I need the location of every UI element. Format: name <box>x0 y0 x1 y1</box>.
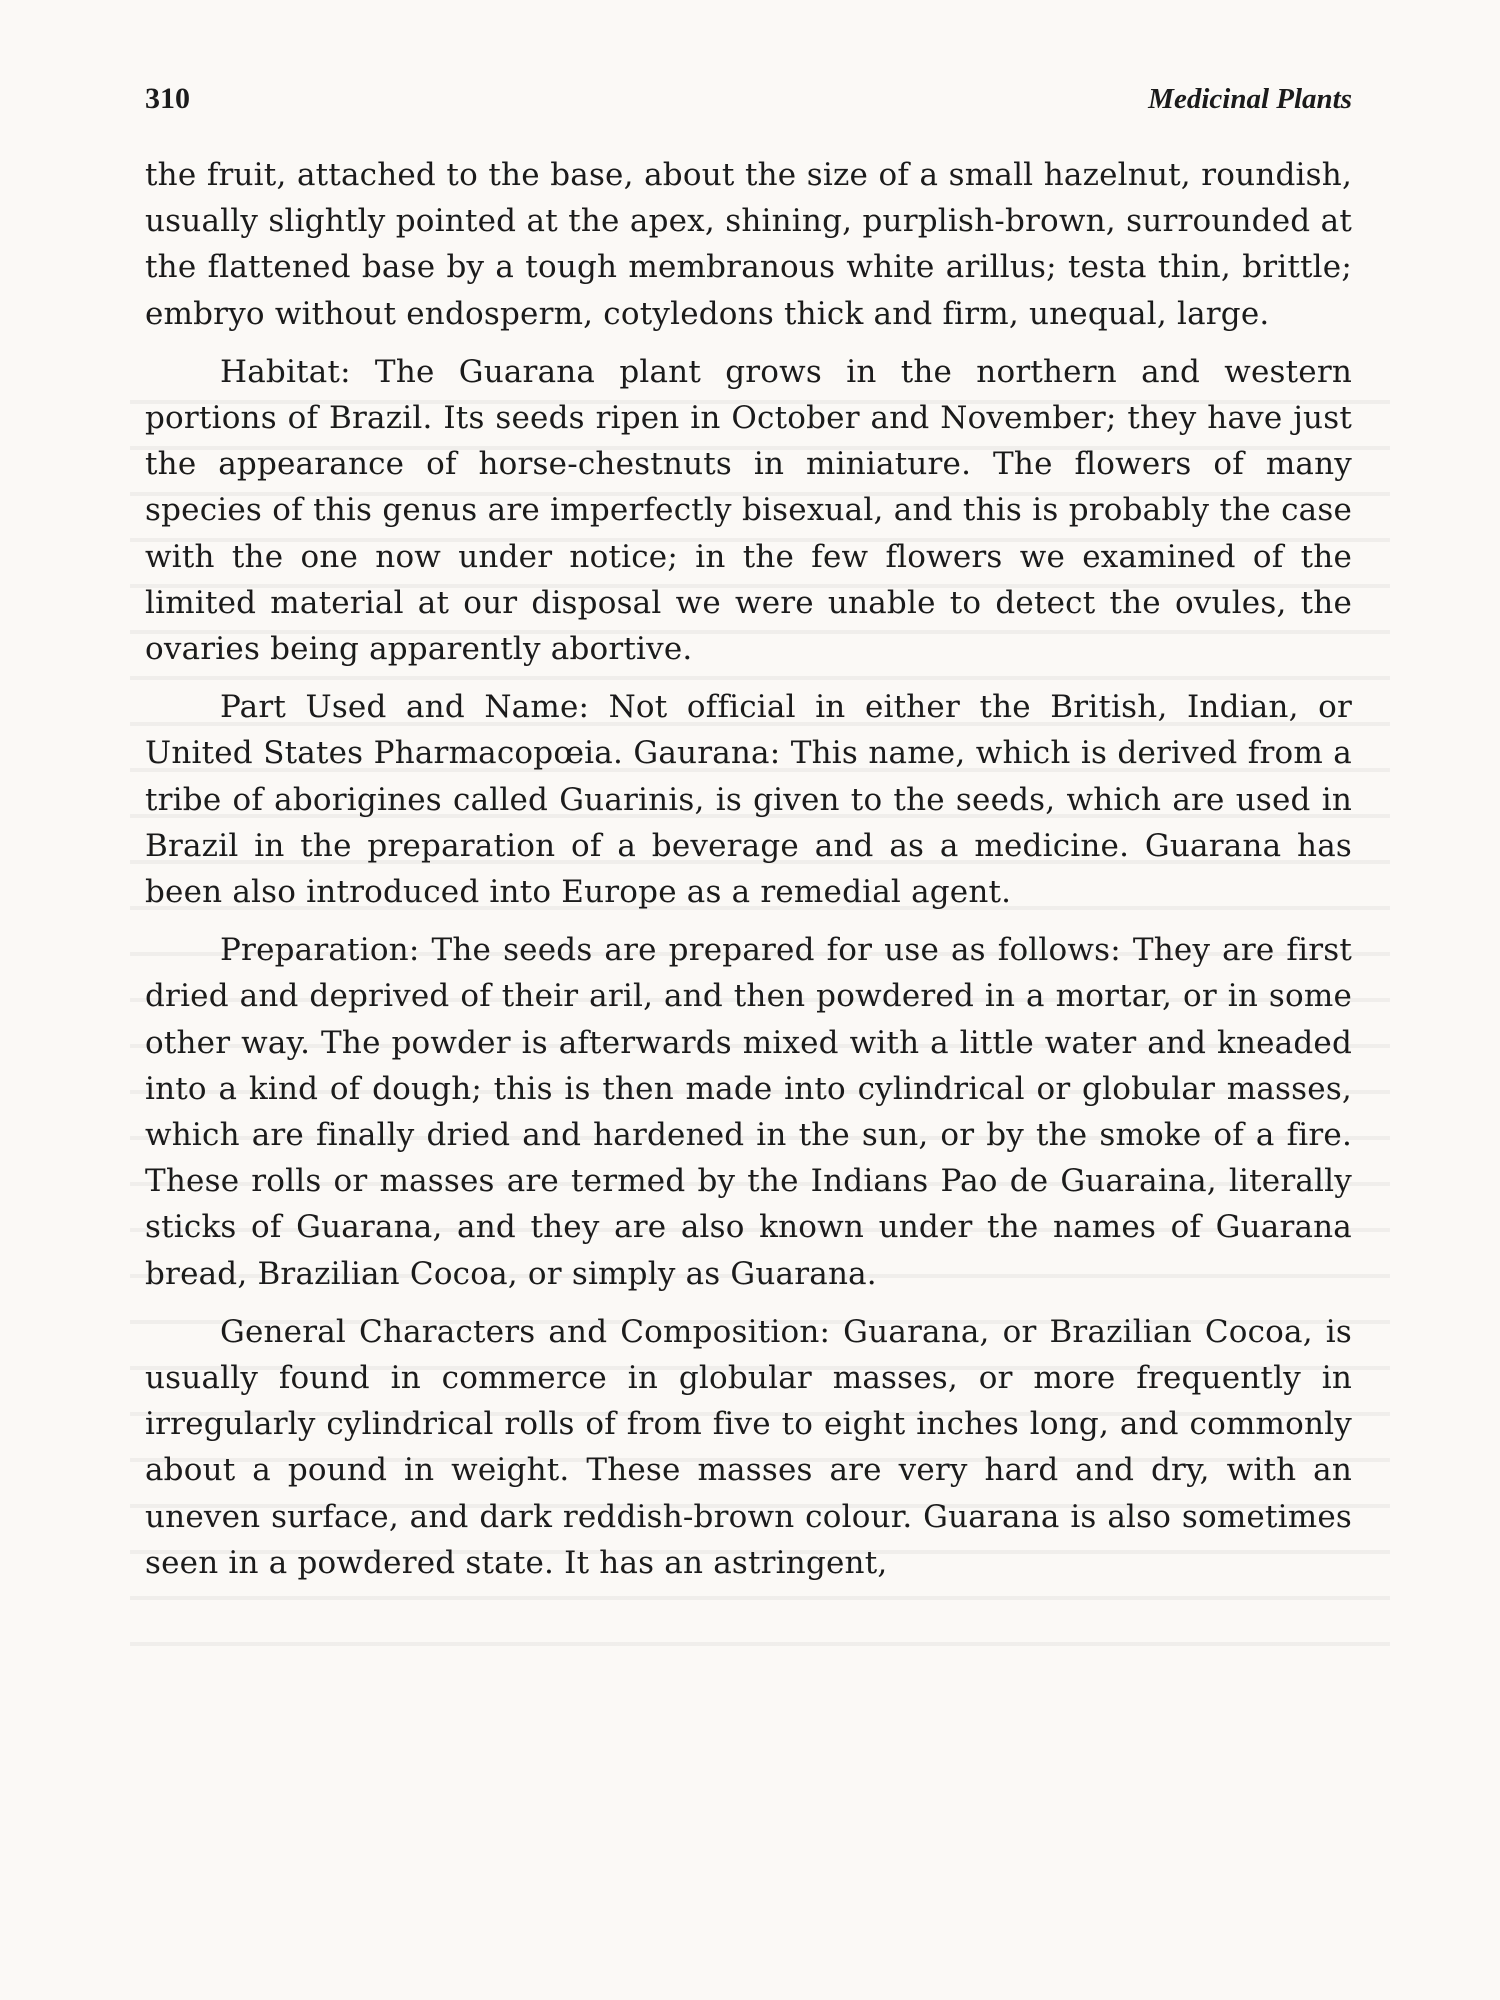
page-number: 310 <box>145 82 190 115</box>
paragraph-continuation: the fruit, attached to the base, about the size of a small hazelnut, roundish, usually slightly pointed at the apex, shining, purplish-brown, surrounded at the flattened base by a tough membranous white arillus; testa thin, brittle; embryo without endosperm, cotyledons thick and firm, unequal, large. <box>145 157 1352 332</box>
paragraph-preparation: Preparation: The seeds are prepared for use as follows: They are first dried and deprived of their aril, and then powdered in a mortar, or in some other way. The powder is afterwards mixed with a little water and kneaded into a kind of dough; this is then made into cylindrical or globular masses, which are finally dried and hardened in the sun, or by the smoke of a fire. These rolls or masses are termed by the Indians Pao de Guaraina, literally sticks of Guarana, and they are also known under the names of Guarana bread, Brazilian Cocoa, or simply as Guarana. <box>145 932 1352 1292</box>
paragraph-habitat: Habitat: The Guarana plant grows in the northern and western portions of Brazil. Its seeds ripen in October and November; they have just the appearance of horse-chestnuts in miniature. The flowers of many species of this genus are imperfectly bisexual, and this is probably the case with the one now under notice; in the few flowers we examined of the limited material at our disposal we were unable to detect the ovules, the ovaries being apparently abortive. <box>145 353 1352 668</box>
paragraph-part-used-and-name: Part Used and Name: Not official in either the British, Indian, or United States Pharmacopœia. Gaurana: This name, which is derived from a tribe of aborigines called Guarinis, is given to the seeds, which are used in Brazil in the preparation of a beverage and as a medicine. Guarana has been also introduced into Europe as a remedial agent. <box>145 689 1352 911</box>
page-header <box>145 82 1352 128</box>
running-title: Medicinal Plants <box>1148 83 1352 115</box>
page-body <box>145 152 1352 1586</box>
paragraph-general-characters: General Characters and Composition: Guarana, or Brazilian Cocoa, is usually found in commerce in globular masses, or more frequently in irregularly cylindrical rolls of from five to eight inches long, and commonly about a pound in weight. These masses are very hard and dry, with an uneven surface, and dark reddish-brown colour. Guarana is also sometimes seen in a powdered state. It has an astringent, <box>145 1313 1352 1581</box>
book-page <box>145 82 1352 1598</box>
